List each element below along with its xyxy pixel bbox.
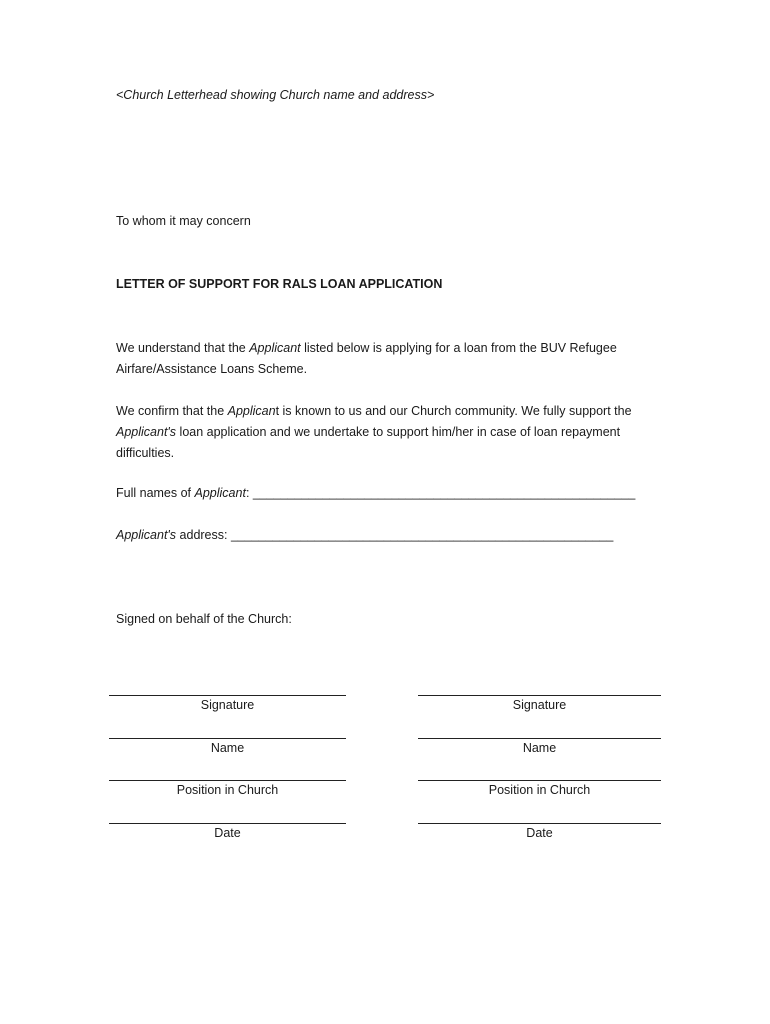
- position-block[interactable]: [109, 780, 346, 797]
- p2-text-post: loan application and we undertake to support him/her in case of loan repayment difficulties.: [116, 425, 621, 460]
- name-label: Name: [522, 741, 557, 755]
- signature-line[interactable]: [418, 695, 661, 696]
- date-block[interactable]: [109, 823, 346, 840]
- signature-column-left: [109, 0, 346, 1024]
- address-label-post: address:: [176, 528, 228, 542]
- name-block[interactable]: [109, 738, 346, 755]
- name-block[interactable]: [418, 738, 661, 755]
- signature-label: Signature: [512, 698, 567, 712]
- position-label: Position in Church: [488, 783, 591, 797]
- address-label-applicant: Applicant's: [116, 528, 177, 542]
- signature-column-right: [418, 0, 661, 1024]
- letter-heading: LETTER OF SUPPORT FOR RALS LOAN APPLICATION: [116, 277, 443, 291]
- address-blank[interactable]: _______________________________________________________: [230, 528, 614, 542]
- p2-applicant-2: Applicant's: [116, 425, 177, 439]
- date-label: Date: [526, 826, 553, 840]
- position-label: Position in Church: [176, 783, 279, 797]
- salutation: To whom it may concern: [116, 214, 251, 228]
- p2-text-mid: t is known to us and our Church community. We fully support the: [275, 404, 632, 418]
- date-line[interactable]: [109, 823, 346, 824]
- position-block[interactable]: [418, 780, 661, 797]
- date-line[interactable]: [418, 823, 661, 824]
- p2-text-pre: We confirm that the: [116, 404, 228, 418]
- position-line[interactable]: [418, 780, 661, 781]
- p1-applicant: Applicant: [249, 341, 301, 355]
- p1-text-post: listed below is applying for a loan from the BUV Refugee Airfare/Assistance Loans Scheme.: [116, 341, 617, 376]
- signature-line[interactable]: [109, 695, 346, 696]
- name-line[interactable]: [109, 738, 346, 739]
- full-names-label-applicant: Applicant: [194, 486, 246, 500]
- signature-block[interactable]: [109, 695, 346, 712]
- name-label: Name: [210, 741, 245, 755]
- p1-text-pre: We understand that the: [116, 341, 250, 355]
- date-label: Date: [214, 826, 241, 840]
- full-names-blank[interactable]: _______________________________________________________: [252, 486, 636, 500]
- signature-block[interactable]: [418, 695, 661, 712]
- letterhead-placeholder: <Church Letterhead showing Church name and address>: [116, 88, 435, 102]
- full-names-label-colon: :: [245, 486, 250, 500]
- p2-applicant-1: Applican: [227, 404, 276, 418]
- position-line[interactable]: [109, 780, 346, 781]
- signature-label: Signature: [200, 698, 255, 712]
- signed-on-behalf: Signed on behalf of the Church:: [116, 612, 292, 626]
- full-names-label-pre: Full names of: [116, 486, 195, 500]
- date-block[interactable]: [418, 823, 661, 840]
- name-line[interactable]: [418, 738, 661, 739]
